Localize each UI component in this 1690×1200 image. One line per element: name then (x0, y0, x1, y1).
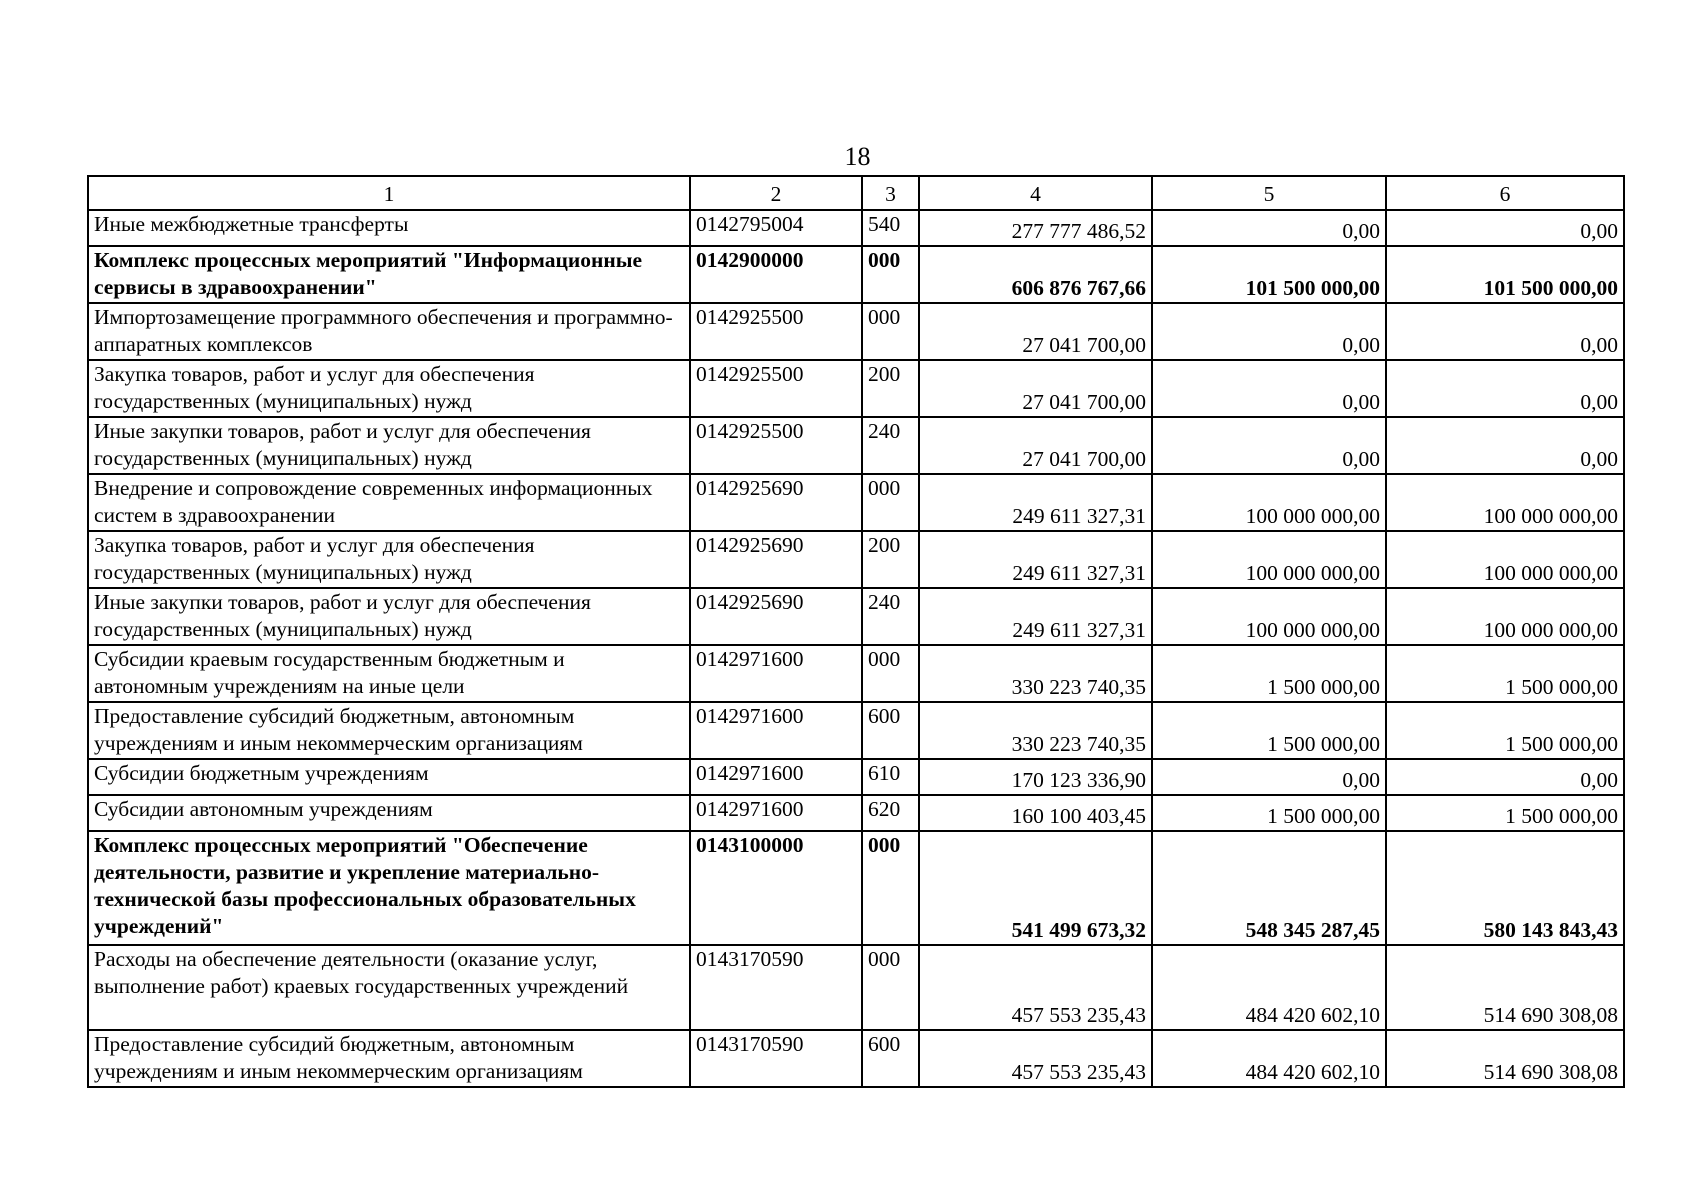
row-name-cell: Иные закупки товаров, работ и услуг для обеспечения государственных (муниципальных) нужд (88, 417, 690, 474)
table-row (88, 246, 1624, 303)
header-col-6: 6 (1386, 176, 1624, 210)
table-row (88, 945, 1624, 1030)
row-code-cell: 0142795004 (690, 210, 862, 246)
row-kind-cell: 600 (862, 702, 919, 759)
row-name-cell: Субсидии автономным учреждениям (88, 795, 690, 831)
row-kind-cell: 240 (862, 417, 919, 474)
row-amount-col6-cell: 101 500 000,00 (1386, 246, 1624, 303)
row-kind-cell: 000 (862, 645, 919, 702)
table-row (88, 795, 1624, 831)
row-kind-cell: 610 (862, 759, 919, 795)
row-amount-col5-cell: 0,00 (1152, 210, 1386, 246)
row-amount-col5-cell: 0,00 (1152, 303, 1386, 360)
row-name-cell: Предоставление субсидий бюджетным, автономным учреждениям и иным некоммерческим организациям (88, 1030, 690, 1087)
row-amount-col5-cell: 0,00 (1152, 360, 1386, 417)
row-amount-col5-cell: 101 500 000,00 (1152, 246, 1386, 303)
row-name-cell: Предоставление субсидий бюджетным, автономным учреждениям и иным некоммерческим организациям (88, 702, 690, 759)
row-amount-col5-cell: 548 345 287,45 (1152, 831, 1386, 945)
row-amount-col4-cell: 330 223 740,35 (919, 645, 1152, 702)
header-col-5: 5 (1152, 176, 1386, 210)
row-amount-col6-cell: 1 500 000,00 (1386, 795, 1624, 831)
row-kind-cell: 200 (862, 531, 919, 588)
header-col-3: 3 (862, 176, 919, 210)
row-kind-cell: 000 (862, 474, 919, 531)
row-kind-cell: 540 (862, 210, 919, 246)
row-amount-col4-cell: 27 041 700,00 (919, 417, 1152, 474)
row-amount-col4-cell: 170 123 336,90 (919, 759, 1152, 795)
row-amount-col4-cell: 330 223 740,35 (919, 702, 1152, 759)
row-amount-col6-cell: 100 000 000,00 (1386, 531, 1624, 588)
row-amount-col5-cell: 100 000 000,00 (1152, 474, 1386, 531)
row-amount-col5-cell: 484 420 602,10 (1152, 1030, 1386, 1087)
row-amount-col4-cell: 249 611 327,31 (919, 474, 1152, 531)
table-row (88, 417, 1624, 474)
row-amount-col5-cell: 0,00 (1152, 417, 1386, 474)
row-name-cell: Субсидии краевым государственным бюджетным и автономным учреждениям на иные цели (88, 645, 690, 702)
header-col-4: 4 (919, 176, 1152, 210)
row-amount-col5-cell: 484 420 602,10 (1152, 945, 1386, 1030)
table-row (88, 831, 1624, 945)
row-amount-col6-cell: 0,00 (1386, 360, 1624, 417)
table-row (88, 1030, 1624, 1087)
row-name-cell: Иные закупки товаров, работ и услуг для обеспечения государственных (муниципальных) нужд (88, 588, 690, 645)
row-amount-col6-cell: 0,00 (1386, 210, 1624, 246)
row-code-cell: 0142925690 (690, 474, 862, 531)
row-amount-col6-cell: 514 690 308,08 (1386, 1030, 1624, 1087)
row-amount-col5-cell: 0,00 (1152, 759, 1386, 795)
row-name-cell: Комплекс процессных мероприятий "Информационные сервисы в здравоохранении" (88, 246, 690, 303)
header-col-2: 2 (690, 176, 862, 210)
row-amount-col6-cell: 0,00 (1386, 417, 1624, 474)
row-name-cell: Закупка товаров, работ и услуг для обеспечения государственных (муниципальных) нужд (88, 360, 690, 417)
row-code-cell: 0142925500 (690, 360, 862, 417)
row-amount-col4-cell: 249 611 327,31 (919, 531, 1152, 588)
row-kind-cell: 000 (862, 945, 919, 1030)
table-row (88, 210, 1624, 246)
row-amount-col5-cell: 100 000 000,00 (1152, 531, 1386, 588)
row-amount-col6-cell: 0,00 (1386, 303, 1624, 360)
row-amount-col6-cell: 580 143 843,43 (1386, 831, 1624, 945)
row-code-cell: 0142971600 (690, 759, 862, 795)
row-code-cell: 0142925690 (690, 588, 862, 645)
row-code-cell: 0142971600 (690, 795, 862, 831)
row-amount-col4-cell: 541 499 673,32 (919, 831, 1152, 945)
row-amount-col4-cell: 457 553 235,43 (919, 1030, 1152, 1087)
table-row (88, 360, 1624, 417)
row-amount-col6-cell: 100 000 000,00 (1386, 588, 1624, 645)
table-row (88, 645, 1624, 702)
row-amount-col6-cell: 1 500 000,00 (1386, 645, 1624, 702)
row-code-cell: 0142925500 (690, 417, 862, 474)
table-row (88, 303, 1624, 360)
row-amount-col5-cell: 1 500 000,00 (1152, 702, 1386, 759)
table-row (88, 702, 1624, 759)
row-kind-cell: 600 (862, 1030, 919, 1087)
row-name-cell: Субсидии бюджетным учреждениям (88, 759, 690, 795)
row-amount-col4-cell: 457 553 235,43 (919, 945, 1152, 1030)
row-kind-cell: 240 (862, 588, 919, 645)
row-code-cell: 0143170590 (690, 1030, 862, 1087)
table-row (88, 588, 1624, 645)
row-amount-col4-cell: 27 041 700,00 (919, 360, 1152, 417)
row-code-cell: 0143170590 (690, 945, 862, 1030)
row-name-cell: Иные межбюджетные трансферты (88, 210, 690, 246)
row-amount-col6-cell: 0,00 (1386, 759, 1624, 795)
row-amount-col4-cell: 277 777 486,52 (919, 210, 1152, 246)
row-amount-col6-cell: 100 000 000,00 (1386, 474, 1624, 531)
row-kind-cell: 000 (862, 831, 919, 945)
row-amount-col4-cell: 160 100 403,45 (919, 795, 1152, 831)
budget-table (87, 175, 1625, 1088)
row-code-cell: 0142925500 (690, 303, 862, 360)
row-code-cell: 0142971600 (690, 702, 862, 759)
row-kind-cell: 000 (862, 246, 919, 303)
row-kind-cell: 620 (862, 795, 919, 831)
row-amount-col4-cell: 27 041 700,00 (919, 303, 1152, 360)
row-amount-col5-cell: 100 000 000,00 (1152, 588, 1386, 645)
row-code-cell: 0143100000 (690, 831, 862, 945)
row-name-cell: Комплекс процессных мероприятий "Обеспечение деятельности, развитие и укрепление материально-технической базы профессиональных образовательных учреждений" (88, 831, 690, 945)
table-row (88, 531, 1624, 588)
row-amount-col4-cell: 606 876 767,66 (919, 246, 1152, 303)
row-amount-col5-cell: 1 500 000,00 (1152, 645, 1386, 702)
row-name-cell: Расходы на обеспечение деятельности (оказание услуг, выполнение работ) краевых государственных учреждений (88, 945, 690, 1030)
row-amount-col6-cell: 1 500 000,00 (1386, 702, 1624, 759)
header-row (88, 176, 1624, 210)
row-name-cell: Закупка товаров, работ и услуг для обеспечения государственных (муниципальных) нужд (88, 531, 690, 588)
row-code-cell: 0142925690 (690, 531, 862, 588)
table-row (88, 759, 1624, 795)
row-kind-cell: 200 (862, 360, 919, 417)
header-col-1: 1 (88, 176, 690, 210)
row-amount-col4-cell: 249 611 327,31 (919, 588, 1152, 645)
row-code-cell: 0142971600 (690, 645, 862, 702)
row-kind-cell: 000 (862, 303, 919, 360)
table-row (88, 474, 1624, 531)
page-number: 18 (844, 142, 871, 171)
row-amount-col6-cell: 514 690 308,08 (1386, 945, 1624, 1030)
row-name-cell: Внедрение и сопровождение современных информационных систем в здравоохранении (88, 474, 690, 531)
row-code-cell: 0142900000 (690, 246, 862, 303)
row-amount-col5-cell: 1 500 000,00 (1152, 795, 1386, 831)
row-name-cell: Импортозамещение программного обеспечения и программно-аппаратных комплексов (88, 303, 690, 360)
